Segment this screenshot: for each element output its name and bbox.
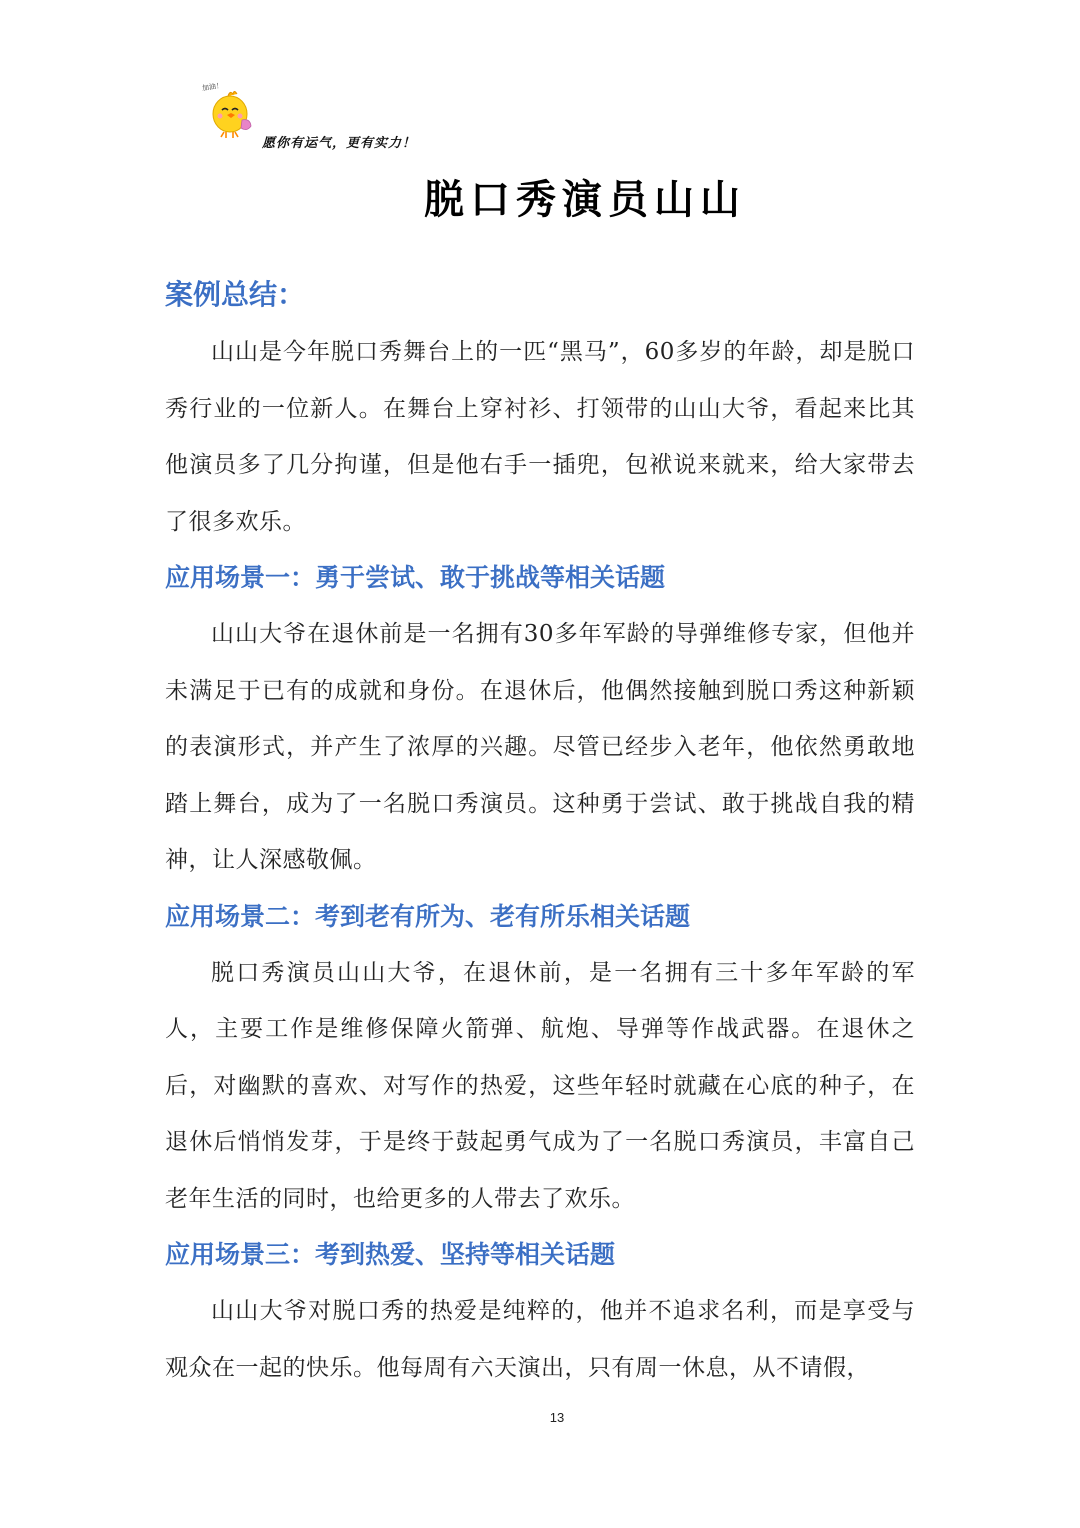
page-number: 13 [549,1410,565,1425]
summary-heading: 案例总结： [165,278,306,311]
scenario-paragraph: 脱口秀演员山山大爷，在退休前，是一名拥有三十多年军龄的军人，主要工作是维修保障火箭弹、航炮、导弹等作战武器。在退休之后，对幽默的喜欢、对写作的热爱，这些年轻时就藏在心底的种子，在退休后悄悄发芽，于是终于鼓起勇气成为了一名脱口秀演员，丰富自己老年生活的同时，也给更多的人带去了欢乐。 [165,959,915,1212]
badge-tag: 加油！ [201,81,224,93]
scenario-heading: 应用场景三：考到热爱、坚持等相关话题 [165,1240,616,1269]
summary-paragraph: 山山是今年脱口秀舞台上的一匹“黑马”，60多岁的年龄，却是脱口秀行业的一位新人。在舞台上穿衬衫、打领带的山山大爷，看起来比其他演员多了几分拘谨，但是他右手一插兜，包袱说来就来，给大家带去了很多欢乐。 [165,339,915,535]
page-title: 脱口秀演员山山 [424,176,746,223]
header-badge [198,80,458,150]
scenario-heading: 应用场景二：考到老有所为、老有所乐相关话题 [165,901,691,931]
main-content [165,272,915,1396]
scenario-paragraph: 山山大爷对脱口秀的热爱是纯粹的，他并不追求名利，而是享受与观众在一起的快乐。他每周有六天演出，只有周一休息，从不请假， [165,1298,915,1381]
scenario-heading: 应用场景一：勇于尝试、敢于挑战等相关话题 [165,563,666,592]
scenario-paragraph: 山山大爷在退休前是一名拥有30多年军龄的导弹维修专家，但他并未满足于已有的成就和身份。在退休后，他偶然接触到脱口秀这种新颖的表演形式，并产生了浓厚的兴趣。尽管已经步入老年，他依然勇敢地踏上舞台，成为了一名脱口秀演员。这种勇于尝试、敢于挑战自我的精神，让人深感敬佩。 [165,621,915,873]
motto-text: 愿你有运气，更有实力！ [262,136,417,151]
